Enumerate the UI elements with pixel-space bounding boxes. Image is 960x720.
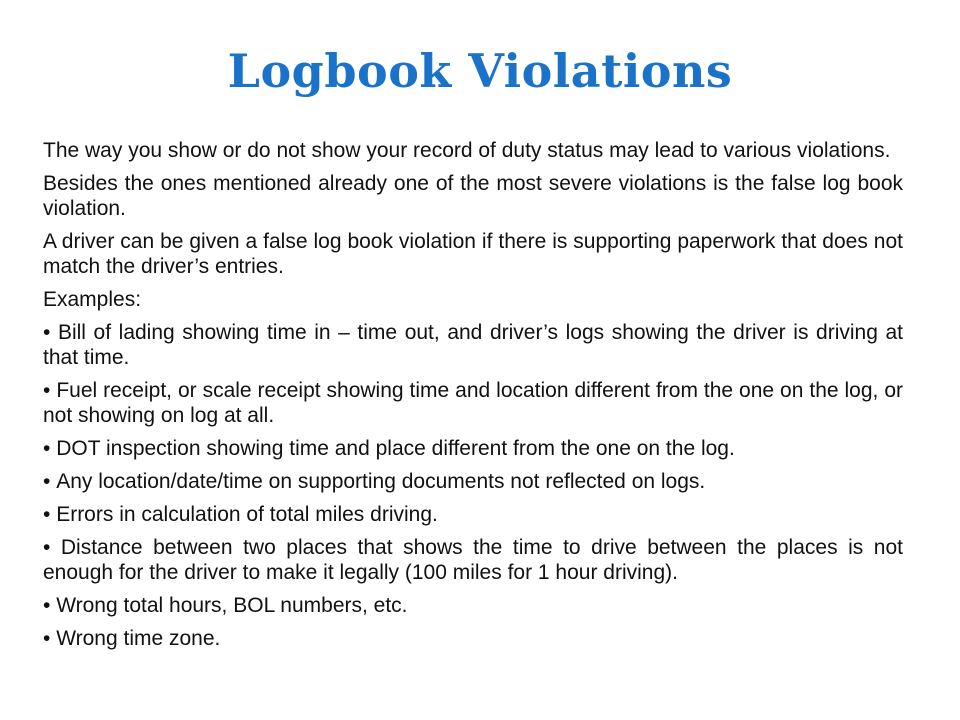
- severity-paragraph: Besides the ones mentioned already one of the most severe violations is the false log book violation.: [43, 172, 903, 220]
- bullet-item-wrong-totals: • Wrong total hours, BOL numbers, etc.: [43, 593, 903, 618]
- bullet-item-fuel-receipt: • Fuel receipt, or scale receipt showing time and location different from the one on the log, or not showing on log at all.: [43, 378, 903, 428]
- slide-title: Logbook Violations: [227, 44, 733, 98]
- bullet-item-dot-inspection: • DOT inspection showing time and place different from the one on the log.: [43, 436, 903, 461]
- intro-paragraph: The way you show or do not show your record of duty status may lead to various violations.: [43, 139, 891, 162]
- slide-body: [43, 138, 903, 659]
- false-log-paragraph: A driver can be given a false log book violation if there is supporting paperwork that does not match the driver’s entries.: [43, 230, 903, 278]
- examples-heading: Examples:: [43, 288, 142, 311]
- bullet-item-distance: • Distance between two places that shows the time to drive between the places is not enough for the driver to make it legally (100 miles for 1 hour driving).: [43, 535, 903, 585]
- bullet-item-bill-of-lading: • Bill of lading showing time in – time out, and driver’s logs showing the driver is driving at that time.: [43, 320, 903, 370]
- bullet-item-time-zone: • Wrong time zone.: [43, 626, 903, 651]
- bullet-item-calculation-errors: • Errors in calculation of total miles driving.: [43, 502, 903, 527]
- bullet-item-supporting-documents: • Any location/date/time on supporting documents not reflected on logs.: [43, 469, 903, 494]
